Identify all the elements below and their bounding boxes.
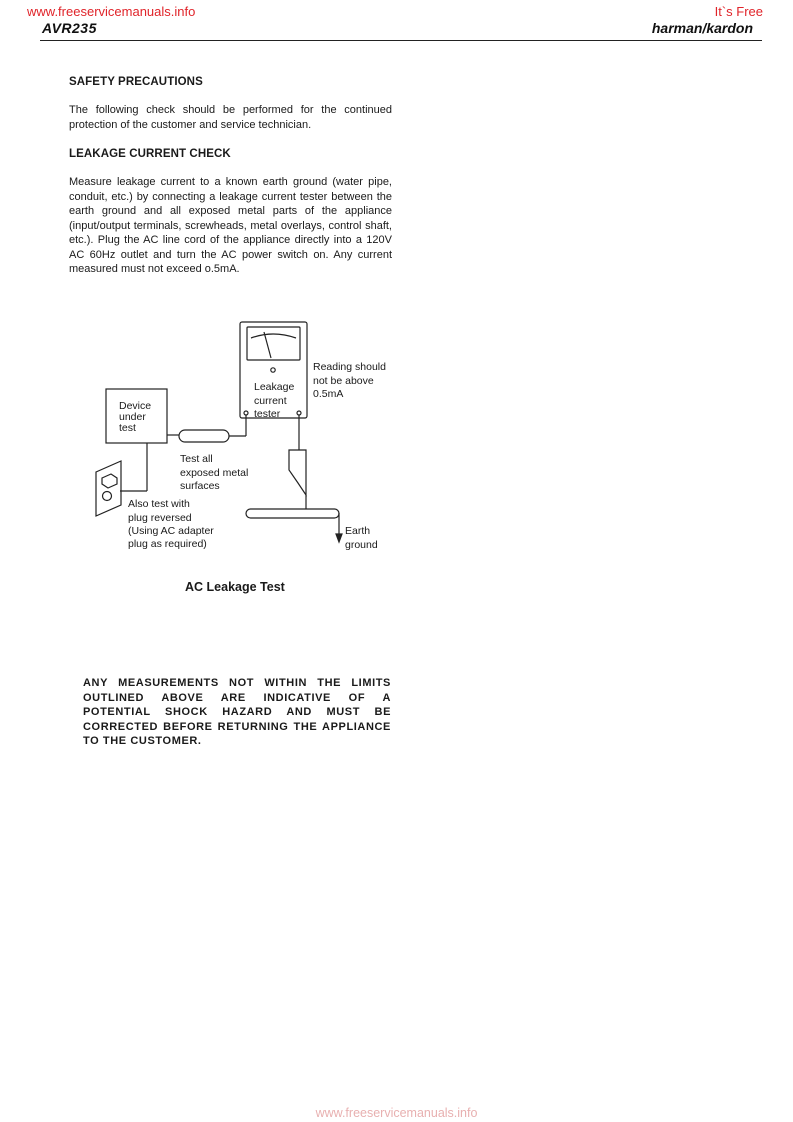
earth-label <box>345 525 378 551</box>
leakage-title: LEAKAGE CURRENT CHECK <box>69 148 231 160</box>
svg-text:under: under <box>119 411 146 423</box>
test-probe <box>179 430 229 442</box>
diagram-caption: AC Leakage Test <box>185 580 285 594</box>
test-all-label <box>180 453 248 492</box>
svg-text:Reading should: Reading should <box>313 361 386 373</box>
brand-logo: harman/kardon <box>651 20 753 36</box>
earth-arrow <box>336 534 342 542</box>
tester-terminal-left <box>244 411 248 415</box>
svg-text:plug reversed: plug reversed <box>128 512 192 524</box>
plug-label <box>128 498 214 550</box>
safety-title: SAFETY PRECAUTIONS <box>69 76 203 88</box>
meter-scale <box>251 334 296 338</box>
tester-label <box>254 381 294 420</box>
svg-text:Also test with: Also test with <box>128 498 190 510</box>
warning-text: ANY MEASUREMENTS NOT WITHIN THE LIMITS OUTLINED ABOVE ARE INDICATIVE OF A POTENTIAL SHOCK HAZARD AND MUST BE CORRECTED BEFORE RETURNING THE APPLIANCE TO THE CUSTOMER. <box>83 677 391 747</box>
leakage-body: Measure leakage current to a known earth ground (water pipe, conduit, etc.) by connecting a leakage current tester between the earth ground and all exposed metal parts of the appliance (input/output terminals, screwheads, metal overlays, control shaft, etc.). Plug the AC line cord of the appliance directly into a 120V AC 60Hz outlet and turn the AC power switch on. Any current measured must not exceed o.5mA. <box>69 176 392 275</box>
svg-text:test: test <box>119 422 136 434</box>
reading-label <box>313 361 386 400</box>
outlet-socket <box>103 492 112 501</box>
safety-body: The following check should be performed for the continued protection of the customer and service technician. <box>69 104 392 131</box>
free-label: It`s Free <box>714 4 763 19</box>
meter-knob <box>271 368 275 372</box>
svg-text:surfaces: surfaces <box>180 480 220 492</box>
svg-text:Earth: Earth <box>345 525 371 537</box>
svg-text:tester: tester <box>254 408 281 420</box>
svg-text:Device: Device <box>119 400 152 412</box>
svg-text:not be above: not be above <box>313 375 374 387</box>
svg-text:Leakage: Leakage <box>254 381 295 393</box>
svg-text:0.5mA: 0.5mA <box>313 388 344 400</box>
tester-terminal-right <box>297 411 301 415</box>
svg-text:current: current <box>254 395 287 407</box>
meter-face <box>247 327 300 360</box>
meter-needle <box>264 332 271 358</box>
svg-text:(Using AC adapter: (Using AC adapter <box>128 525 214 537</box>
svg-text:Test all: Test all <box>180 453 213 465</box>
svg-text:plug as required): plug as required) <box>128 538 207 550</box>
site-link-top[interactable]: www.freeservicemanuals.info <box>27 4 196 19</box>
wall-outlet <box>96 461 121 516</box>
model-number: AVR235 <box>42 20 97 36</box>
device-label <box>119 400 151 434</box>
site-link-footer[interactable]: www.freeservicemanuals.info <box>315 1106 478 1120</box>
svg-text:ground: ground <box>345 539 378 551</box>
svg-text:exposed metal: exposed metal <box>180 467 249 479</box>
ground-clamp <box>289 450 306 495</box>
plug <box>102 474 117 488</box>
ground-pipe <box>246 509 339 518</box>
